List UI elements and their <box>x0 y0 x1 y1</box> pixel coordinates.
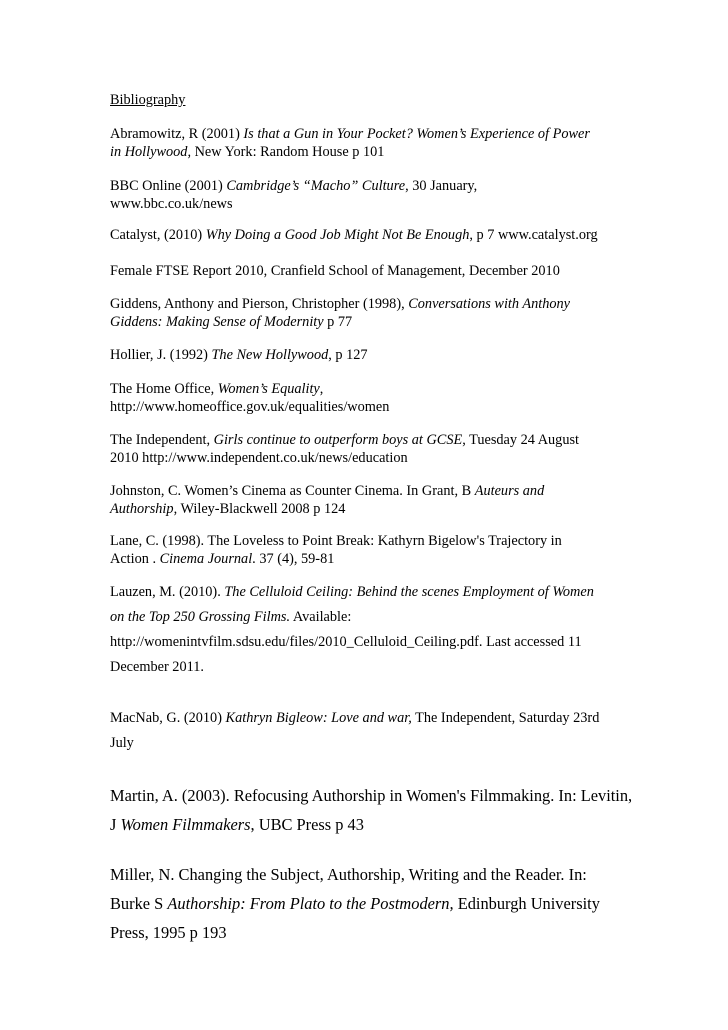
entry-text: New York: Random House p 101 <box>191 144 385 160</box>
bibliography-heading: Bibliography <box>110 92 186 108</box>
entry-text: , p 7 www.catalyst.org <box>469 227 598 243</box>
entry-text: , 30 January, <box>405 178 478 194</box>
bibliography-entry-line <box>110 449 408 467</box>
bibliography-entry-line <box>110 482 544 500</box>
bibliography-entry-line <box>110 923 227 943</box>
bibliography-entry-line <box>110 786 632 806</box>
entry-text: Catalyst, (2010) <box>110 227 206 243</box>
entry-text: Johnston, C. Women’s Cinema as Counter Cinema. In Grant, B <box>110 483 475 499</box>
bibliography-entry-line <box>110 532 562 550</box>
bibliography-entry-line <box>110 346 368 364</box>
entry-text: J <box>110 815 121 834</box>
entry-text: December 2011. <box>110 659 204 675</box>
entry-text: , Wiley-Blackwell 2008 p 124 <box>173 501 346 517</box>
entry-text: Lauzen, M. (2010). <box>110 584 225 600</box>
entry-text: 2010 http://www.independent.co.uk/news/education <box>110 450 408 466</box>
entry-text: Lane, C. (1998). The Loveless to Point Break: Kathyrn Bigelow's Trajectory in <box>110 533 562 549</box>
entry-text: . 37 (4), 59-81 <box>252 551 335 567</box>
bibliography-entry-line <box>110 500 345 518</box>
italic-title-text: Girls continue to outperform boys at GCSE <box>213 432 463 448</box>
entry-text: p 77 <box>323 314 353 330</box>
bibliography-entry-line <box>110 734 134 752</box>
bibliography-entry-line <box>110 709 599 727</box>
entry-text: http://womenintvfilm.sdsu.edu/files/2010_Celluloid_Ceiling.pdf. Last accessed 11 <box>110 634 582 650</box>
bibliography-entry-line <box>110 380 323 398</box>
bibliography-entry-line <box>110 313 352 331</box>
bibliography-entry-line <box>110 550 334 568</box>
entry-text: The Home Office, <box>110 381 218 397</box>
bibliography-entry-line <box>110 177 477 195</box>
entry-text: Hollier, J. (1992) <box>110 347 212 363</box>
italic-title-text: Why Doing a Good Job Might Not Be Enough <box>205 227 470 243</box>
entry-text: Miller, N. Changing the Subject, Authorship, Writing and the Reader. In: <box>110 865 587 884</box>
entry-text: July <box>110 735 134 751</box>
italic-title-text: Conversations with Anthony <box>408 296 571 312</box>
entry-text: , p 127 <box>328 347 368 363</box>
italic-title-text: Auteurs and <box>474 483 545 499</box>
bibliography-entry-line <box>110 195 233 213</box>
entry-text: Edinburgh University <box>453 894 600 913</box>
entry-text: , <box>319 381 324 397</box>
italic-title-text: Kathryn Bigleow: Love and war, <box>225 710 412 726</box>
entry-text: http://www.homeoffice.gov.uk/equalities/women <box>110 399 390 415</box>
entry-text: , Tuesday 24 August <box>462 432 580 448</box>
entry-text: The Independent, Saturday 23rd <box>411 710 600 726</box>
bibliography-entry-line <box>110 815 364 835</box>
italic-title-text: Authorship <box>110 501 174 517</box>
italic-title-text: Giddens: Making Sense of Modernity <box>110 314 324 330</box>
entry-text: Abramowitz, R (2001) <box>110 126 244 142</box>
italic-title-text: The New Hollywood <box>211 347 329 363</box>
entry-text: Available: <box>290 609 352 625</box>
bibliography-entry-line <box>110 125 590 143</box>
entry-text: Action . <box>110 551 160 567</box>
bibliography-entry-line <box>110 295 570 313</box>
entry-text: Martin, A. (2003). Refocusing Authorship in Women's Filmmaking. In: Levitin, <box>110 786 633 805</box>
entry-text: The Independent, <box>110 432 214 448</box>
bibliography-entry-line <box>110 608 351 626</box>
italic-title-text: Is that a Gun in Your Pocket? Women’s Experience of Power <box>243 126 590 142</box>
entry-text: Press, 1995 p 193 <box>110 923 227 942</box>
italic-title-text: The Celluloid Ceiling: Behind the scenes Employment of Women <box>224 584 594 600</box>
italic-title-text: Women Filmmakers <box>120 815 251 834</box>
italic-title-text: on the Top 250 Grossing Films. <box>110 609 291 625</box>
italic-title-text: Women’s Equality <box>217 381 320 397</box>
entry-text: , UBC Press p 43 <box>250 815 364 834</box>
bibliography-entry-line <box>110 658 204 676</box>
entry-text: MacNab, G. (2010) <box>110 710 226 726</box>
bibliography-entry-line <box>110 894 600 914</box>
italic-title-text: in Hollywood, <box>110 144 192 160</box>
bibliography-entry-line <box>110 398 389 416</box>
bibliography-entry-line <box>110 431 579 449</box>
entry-text: BBC Online (2001) <box>110 178 227 194</box>
bibliography-entry-line <box>110 633 582 651</box>
italic-title-text: Authorship: From Plato to the Postmodern, <box>167 894 454 913</box>
bibliography-entry-line <box>110 143 384 161</box>
entry-text: www.bbc.co.uk/news <box>110 196 233 212</box>
bibliography-entry-line <box>110 865 587 885</box>
entry-text: Giddens, Anthony and Pierson, Christopher (1998), <box>110 296 409 312</box>
italic-title-text: Cambridge’s “Macho” Culture <box>226 178 406 194</box>
italic-title-text: Cinema Journal <box>159 551 253 567</box>
bibliography-entry-line <box>110 226 598 244</box>
entry-text: Female FTSE Report 2010, Cranfield School of Management, December 2010 <box>110 263 560 279</box>
entry-text: Burke S <box>110 894 168 913</box>
bibliography-entry-line <box>110 583 594 601</box>
bibliography-entry-line <box>110 262 560 280</box>
